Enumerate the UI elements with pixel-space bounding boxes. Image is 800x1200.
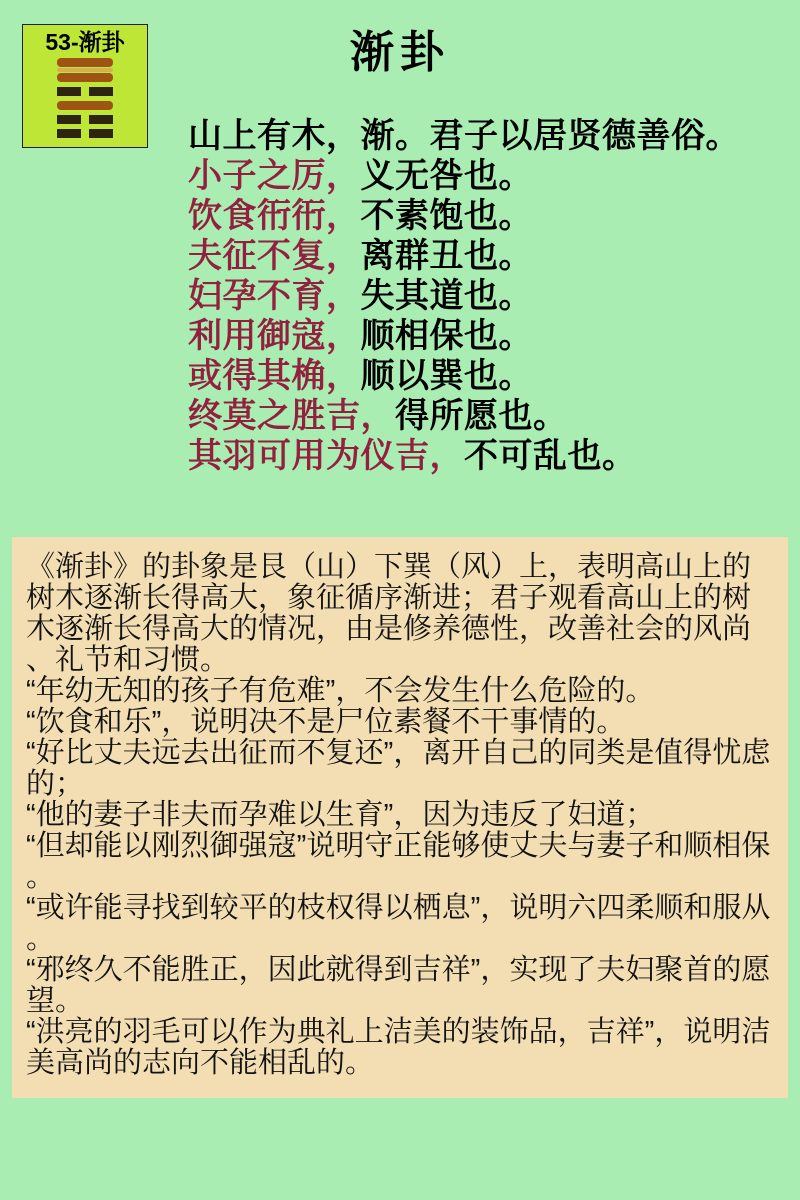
page-title: 渐卦 xyxy=(350,28,450,77)
verse-black-text: 顺以巽也。 xyxy=(360,358,533,395)
verse-line xyxy=(188,397,740,437)
verse-red-text: 或得其桷， xyxy=(188,358,361,395)
hexagram-line-broken xyxy=(57,87,113,96)
hexagram-card-label: 53-渐卦 xyxy=(45,29,125,55)
verse-block xyxy=(188,117,740,477)
verse-black-text: 离群丑也。 xyxy=(360,238,533,275)
verse-line xyxy=(188,437,740,477)
verse-red-text: 其羽可用为仪吉， xyxy=(188,438,464,475)
verse-line xyxy=(188,317,740,357)
verse-black-text: 义无咎也。 xyxy=(360,158,533,195)
verse-line xyxy=(188,237,740,277)
verse-line xyxy=(188,277,740,317)
explanation-paragraph: “好比丈夫远去出征而不复还”，离开自己的同类是值得忧虑的； xyxy=(26,737,771,800)
explanation-paragraph: “邪终久不能胜正，因此就得到吉祥”，实现了夫妇聚首的愿望。 xyxy=(26,954,771,1017)
explanation-paragraph: “他的妻子非夫而孕难以生育”，因为违反了妇道； xyxy=(26,799,655,831)
verse-black-text: 不素饱也。 xyxy=(360,198,533,235)
explanation-paragraph: “或许能寻找到较平的枝权得以栖息”，说明六四柔顺和服从。 xyxy=(26,892,771,955)
verse-red-text: 饮食衎衎， xyxy=(188,198,361,235)
verse-red-text: 夫征不复， xyxy=(188,238,361,275)
verse-red-text: 妇孕不育， xyxy=(188,278,361,315)
verse-heading: 山上有木，渐。君子以居贤德善俗。 xyxy=(188,118,740,155)
verse-line xyxy=(188,157,740,197)
explanation-paragraph: “洪亮的羽毛可以作为典礼上洁美的装饰品，吉祥”，说明洁美高尚的志向不能相乱的。 xyxy=(26,1016,771,1079)
explanation-paragraph: 《渐卦》的卦象是艮（山）下巽（风）上，表明高山上的树木逐渐长得高大，象征循序渐进；君子观看高山上的树木逐渐长得高大的情况，由是修养德性，改善社会的风尚、礼节和习惯。 xyxy=(26,551,752,676)
verse-line xyxy=(188,357,740,397)
hexagram-line-broken xyxy=(57,115,113,124)
verse-red-text: 终莫之胜吉， xyxy=(188,398,395,435)
verse-black-text: 顺相保也。 xyxy=(360,318,533,355)
hexagram-line-broken xyxy=(57,129,113,138)
verse-black-text: 不可乱也。 xyxy=(464,438,637,475)
explanation-paragraph: “饮食和乐”，说明决不是尸位素餐不干事情的。 xyxy=(26,706,626,738)
verse-red-text: 小子之厉， xyxy=(188,158,361,195)
hexagram-line-solid xyxy=(57,101,113,110)
explanation-paragraph: “年幼无知的孩子有危难”，不会发生什么危险的。 xyxy=(26,675,655,707)
explanation-paragraph: “但却能以刚烈御强寇”说明守正能够使丈夫与妻子和顺相保。 xyxy=(26,830,771,893)
explanation-panel xyxy=(12,537,788,1098)
verse-red-text: 利用御寇， xyxy=(188,318,361,355)
verse-black-text: 失其道也。 xyxy=(360,278,533,315)
verse-black-text: 得所愿也。 xyxy=(395,398,568,435)
verse-line xyxy=(188,197,740,237)
